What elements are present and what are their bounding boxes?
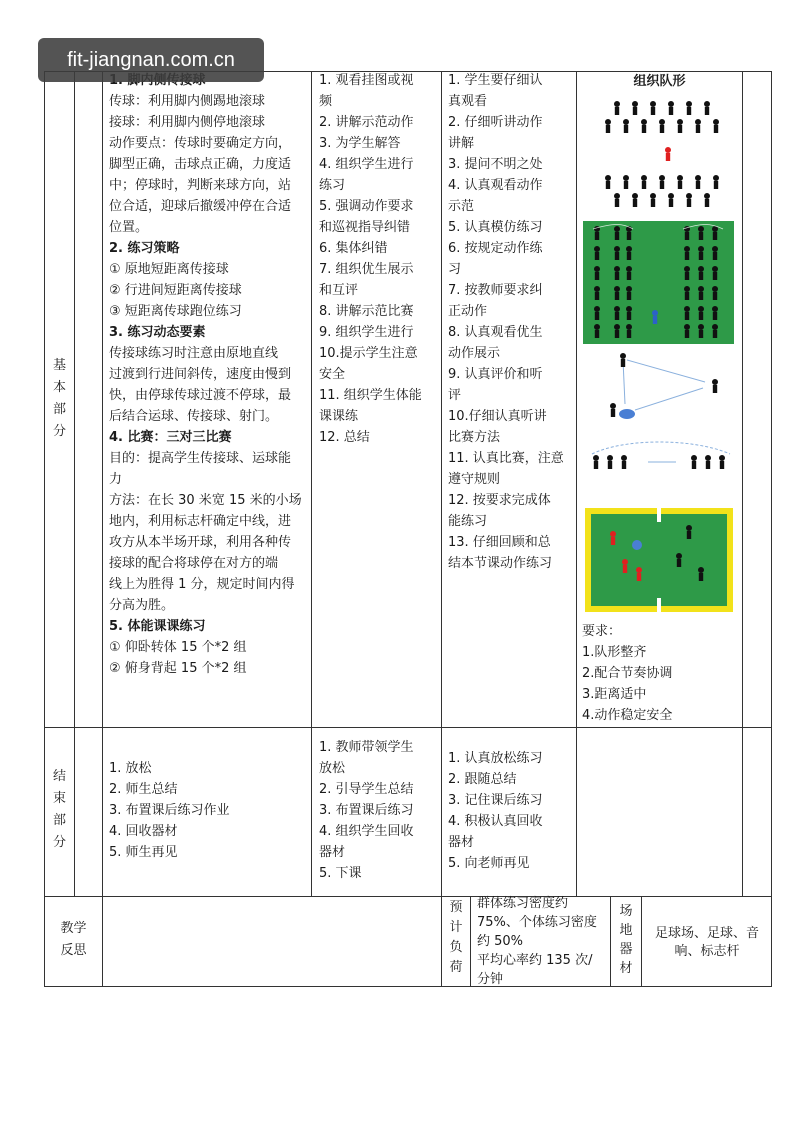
content-heading: 4. 比赛：三对三比赛: [109, 430, 232, 445]
teacher-line: 12. 总结: [319, 430, 370, 445]
col-divider-load-label: [470, 896, 471, 987]
content-line: 位置。: [109, 220, 149, 235]
content-line: 2. 师生总结: [109, 782, 178, 797]
student-line: 5. 认真模仿练习: [448, 220, 543, 235]
student-line: 2. 跟随总结: [448, 772, 517, 787]
teacher-line: 安全: [319, 367, 346, 382]
teacher-line: 2. 讲解示范动作: [319, 115, 414, 130]
content-line: 目的：提高学生传接球、运球能: [109, 451, 292, 466]
student-line: 4. 认真观看动作: [448, 178, 543, 193]
teacher-line: 2. 引导学生总结: [319, 782, 414, 797]
load-line: 75%、个体练习密度: [477, 915, 597, 930]
student-line: 遵守规则: [448, 472, 501, 487]
teacher-line: 6. 集体纠错: [319, 241, 388, 256]
venue-line: 足球场、足球、音: [654, 926, 759, 941]
passing-drill-pitch: [583, 221, 734, 344]
content-line: 中；停球时，判断来球方向，站: [109, 178, 292, 193]
student-line: 正动作: [448, 304, 488, 319]
student-line: 1. 认真放松练习: [448, 751, 543, 766]
student-line: 4. 积极认真回收: [448, 814, 543, 829]
triangle-passing-diagram: [585, 352, 735, 424]
student-line: 能练习: [448, 514, 488, 529]
formation-diagram: [590, 96, 730, 214]
site-watermark: fit-jiangnan.com.cn: [38, 38, 264, 82]
student-line: 3. 提问不明之处: [448, 157, 543, 172]
content-line: 线上为胜得 1 分，规定时间内得: [109, 577, 295, 592]
col-divider-narrow-1: [74, 71, 75, 897]
content-line: 接球：利用脚内侧停地滚球: [109, 115, 266, 130]
table-right-border: [771, 71, 772, 987]
content-heading: 3. 练习动态要素: [109, 325, 206, 340]
teacher-line: 3. 为学生解答: [319, 136, 401, 151]
row-divider-ending-footer: [44, 896, 772, 897]
student-line: 10.仔细认真听讲: [448, 409, 547, 424]
teacher-line: 4. 组织学生进行: [319, 157, 414, 172]
basic-student-activities: [448, 70, 575, 574]
student-line: 1. 学生要仔细认: [448, 73, 543, 88]
ending-content: [109, 758, 309, 863]
requirements-line: 3.距离适中: [582, 687, 647, 702]
content-heading: 5. 体能课课练习: [109, 619, 206, 634]
requirements-line: 1.队形整齐: [582, 645, 647, 660]
ending-teacher-activities: [319, 737, 439, 884]
student-line: 比赛方法: [448, 430, 501, 445]
content-line: 1. 放松: [109, 761, 152, 776]
content-line: ② 俯身背起 15 个*2 组: [109, 661, 247, 676]
table-bottom-border: [44, 986, 772, 987]
teacher-line: 7. 组织优生展示: [319, 262, 414, 277]
load-line: 平均心率约 135 次/: [477, 953, 593, 968]
content-heading: 2. 练习策略: [109, 241, 180, 256]
student-line: 8. 认真观看优生: [448, 325, 543, 340]
load-description: [477, 894, 609, 989]
basic-teacher-activities: [319, 70, 439, 448]
content-line: ② 行进间短距离传接球: [109, 283, 242, 298]
section-label-basic: 基 本 部 分: [52, 358, 66, 439]
teacher-line: 5. 强调动作要求: [319, 199, 414, 214]
student-line: 7. 按教师要求纠: [448, 283, 543, 298]
content-line: 接球的配合将球停在对方的端: [109, 556, 279, 571]
venue-label: 场 地 器 材: [619, 904, 633, 976]
venue-equipment: [645, 925, 769, 961]
requirements-line: 2.配合节奏协调: [582, 666, 673, 681]
content-line: 5. 师生再见: [109, 845, 178, 860]
teacher-line: 1. 观看挂图或视: [319, 73, 414, 88]
col-divider-narrow-2: [102, 71, 103, 987]
ending-student-activities: [448, 748, 575, 874]
content-line: 快，由停球传球过渡不停球，最: [109, 388, 292, 403]
teacher-line: 8. 讲解示范比赛: [319, 304, 414, 319]
student-line: 器材: [448, 835, 475, 850]
teacher-line: 课课练: [319, 409, 359, 424]
content-line: 后结合运球、传接球、射门。: [109, 409, 279, 424]
basic-content: [109, 70, 309, 679]
content-line: 过渡到行进间斜传，速度由慢到: [109, 367, 292, 382]
org-title: 组织队形: [633, 74, 686, 89]
content-line: 攻方从本半场开球，利用各种传: [109, 535, 292, 550]
content-line: 脚型正确，击球点正确，力度适: [109, 157, 292, 172]
content-line: 位合适，迎球后撤缓冲停在合适: [109, 199, 292, 214]
section-label-ending: 结 束 部 分: [52, 769, 66, 850]
student-line: 习: [448, 262, 462, 277]
col-divider-teacher: [441, 71, 442, 987]
content-line: 分高为胜。: [109, 598, 175, 613]
section-label-reflection: 教学 反思: [60, 921, 87, 958]
student-line: 讲解: [448, 136, 475, 151]
col-divider-content: [311, 71, 312, 897]
student-line: 结本节课动作练习: [448, 556, 553, 571]
student-line: 5. 向老师再见: [448, 856, 530, 871]
content-line: ① 仰卧转体 15 个*2 组: [109, 640, 247, 655]
dribbling-lines-diagram: [584, 440, 736, 474]
teacher-line: 10.提示学生注意: [319, 346, 418, 361]
teacher-line: 练习: [319, 178, 346, 193]
student-line: 评: [448, 388, 462, 403]
teacher-line: 9. 组织学生进行: [319, 325, 414, 340]
content-line: 力: [109, 472, 123, 487]
requirements-line: 要求：: [582, 624, 622, 639]
content-line: ③ 短距离传球跑位练习: [109, 304, 242, 319]
teacher-line: 放松: [319, 761, 346, 776]
load-label: 预 计 负 荷: [449, 900, 463, 975]
col-divider-student: [576, 71, 577, 897]
teacher-line: 3. 布置课后练习: [319, 803, 414, 818]
teacher-line: 1. 教师带领学生: [319, 740, 414, 755]
student-line: 2. 仔细听讲动作: [448, 115, 543, 130]
content-line: 传接球练习时注意由原地直线: [109, 346, 279, 361]
teacher-line: 和巡视指导纠错: [319, 220, 411, 235]
teacher-line: 和互评: [319, 283, 359, 298]
col-divider-venue-label: [641, 896, 642, 987]
load-line: 分钟: [477, 972, 504, 987]
content-line: ① 原地短距离传接球: [109, 262, 229, 277]
student-line: 11. 认真比赛，注意: [448, 451, 564, 466]
venue-line: 响、标志杆: [674, 944, 740, 959]
three-vs-three-pitch: [585, 508, 733, 612]
student-line: 动作展示: [448, 346, 501, 361]
content-line: 地内，利用标志杆确定中线，进: [109, 514, 292, 529]
load-line: 约 50%: [477, 934, 524, 949]
row-divider-basic-ending: [44, 727, 772, 728]
student-line: 真观看: [448, 94, 488, 109]
content-line: 4. 回收器材: [109, 824, 178, 839]
content-line: 动作要点：传球时要确定方向，: [109, 136, 292, 151]
teacher-line: 5. 下课: [319, 866, 362, 881]
teacher-line: 频: [319, 94, 333, 109]
content-line: 传球：利用脚内侧踢地滚球: [109, 94, 266, 109]
teacher-line: 器材: [319, 845, 346, 860]
teacher-line: 11. 组织学生体能: [319, 388, 422, 403]
teacher-line: 4. 组织学生回收: [319, 824, 414, 839]
col-divider-org: [742, 71, 743, 897]
content-line: 3. 布置课后练习作业: [109, 803, 230, 818]
student-line: 13. 仔细回顾和总: [448, 535, 551, 550]
requirements-line: 4.动作稳定安全: [582, 708, 673, 723]
student-line: 示范: [448, 199, 475, 214]
content-line: 方法：在长 30 米宽 15 米的小场: [109, 493, 302, 508]
student-line: 9. 认真评价和听: [448, 367, 543, 382]
load-line: 群体练习密度约: [477, 896, 569, 911]
requirements-list: [582, 621, 742, 726]
student-line: 3. 记住课后练习: [448, 793, 543, 808]
student-line: 12. 按要求完成体: [448, 493, 551, 508]
student-line: 6. 按规定动作练: [448, 241, 543, 256]
